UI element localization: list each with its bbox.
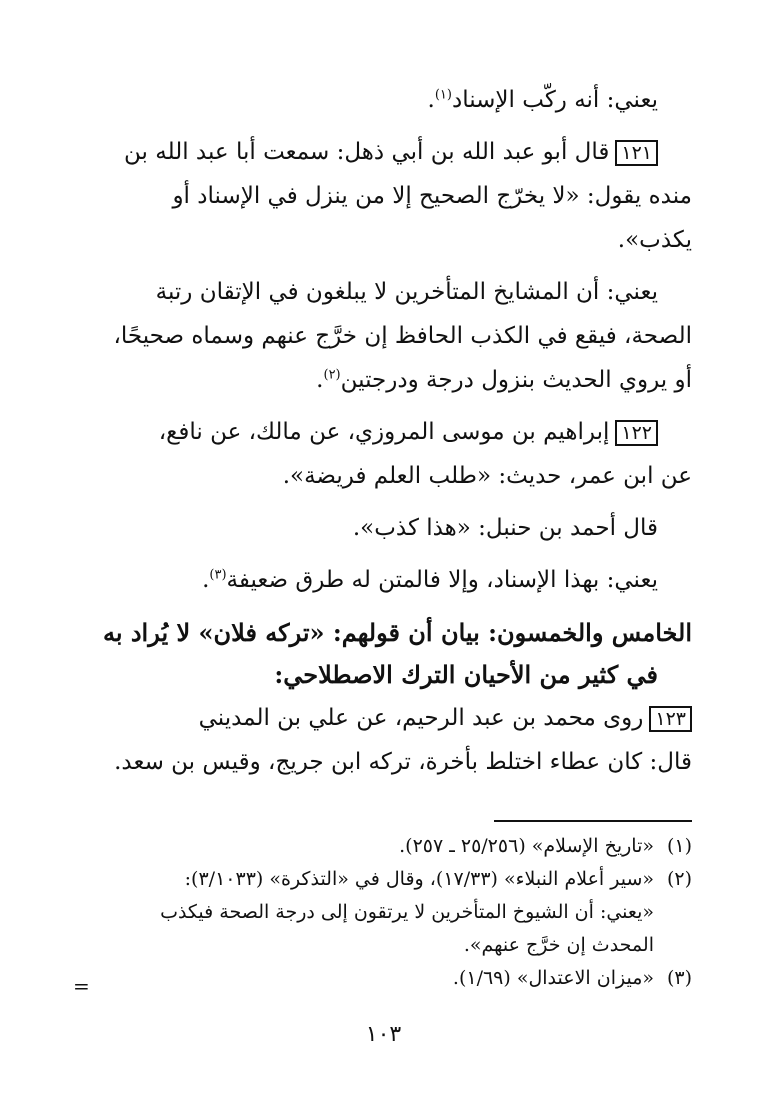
paragraph-3 (100, 270, 692, 402)
footnote-separator (494, 820, 692, 822)
paragraph-1 (100, 78, 692, 122)
punctuation: . (202, 567, 210, 593)
footnote-continuation: «يعني: أن الشيوخ المتأخرين لا يرتقون إلى درجة الصحة فيكذب (160, 901, 654, 923)
footnote-number: (١) (666, 835, 692, 857)
footnote-1 (90, 830, 692, 863)
footnote-text: «سير أعلام النبلاء» (١٧/٣٣)، وقال في «التذكرة» (٣/١٠٣٣): (184, 868, 654, 890)
footnote-number: (٣) (666, 967, 692, 989)
paragraph-text: يعني: بهذا الإسناد، وإلا فالمتن له طرق ضعيفة (226, 567, 658, 593)
paragraph-line: أو يروي الحديث بنزول درجة ودرجتين (340, 367, 692, 393)
paragraph-line: إبراهيم بن موسى المروزي، عن مالك، عن نافع، (158, 419, 610, 445)
footnote-ref[interactable]: (٢) (323, 367, 341, 383)
footnote-text: «ميزان الاعتدال» (١/٦٩). (452, 967, 654, 989)
paragraph-6 (100, 558, 692, 602)
paragraph-line: قال أبو عبد الله بن أبي ذهل: سمعت أبا عبد الله بن (124, 139, 610, 165)
paragraph-line: منده يقول: «لا يخرّج الصحيح إلا من ينزل في الإسناد أو (172, 183, 692, 209)
footnote-2 (90, 863, 692, 896)
continuation-mark: = (73, 974, 90, 998)
paragraph-122 (100, 410, 692, 498)
item-number-badge: ١٢٣ (649, 706, 692, 732)
footnote-ref[interactable]: (٣) (209, 567, 227, 583)
footnote-number: (٢) (666, 868, 692, 890)
paragraph-123 (100, 696, 692, 784)
paragraph-text: يعني: أنه ركّب الإسناد (451, 87, 658, 113)
paragraph-line: يكذب». (617, 227, 692, 253)
paragraph-line: روى محمد بن عبد الرحيم، عن علي بن المديني (198, 705, 644, 731)
footnote-3 (90, 962, 692, 995)
paragraph-line: عن ابن عمر، حديث: «طلب العلم فريضة». (282, 463, 692, 489)
section-heading (100, 612, 692, 696)
heading-line: في كثير من الأحيان الترك الاصطلاحي: (274, 660, 658, 689)
paragraph-5: قال أحمد بن حنبل: «هذا كذب». (352, 515, 658, 541)
footnote-text: «تاريخ الإسلام» (٢٥/٢٥٦ ـ ٢٥٧). (399, 835, 654, 857)
paragraph-line: الصحة، فيقع في الكذب الحافظ إن خرَّج عنهم وسماه صحيحًا، (113, 323, 692, 349)
punctuation: . (316, 367, 324, 393)
paragraph-121 (100, 130, 692, 262)
footnote-ref[interactable]: (١) (434, 87, 452, 103)
paragraph-line: قال: كان عطاء اختلط بأخرة، تركه ابن جريج، وقيس بن سعد. (114, 749, 692, 775)
item-number-badge: ١٢١ (615, 140, 658, 166)
paragraph-line: يعني: أن المشايخ المتأخرين لا يبلغون في الإتقان رتبة (155, 279, 658, 305)
heading-line: الخامس والخمسون: بيان أن قولهم: «تركه فلان» لا يُراد به (102, 618, 692, 647)
footnote-continuation: المحدث إن خرَّج عنهم». (463, 934, 654, 956)
punctuation: . (427, 87, 435, 113)
item-number-badge: ١٢٢ (615, 420, 658, 446)
footnotes (90, 830, 692, 995)
page-number: ١٠٣ (365, 1022, 402, 1047)
